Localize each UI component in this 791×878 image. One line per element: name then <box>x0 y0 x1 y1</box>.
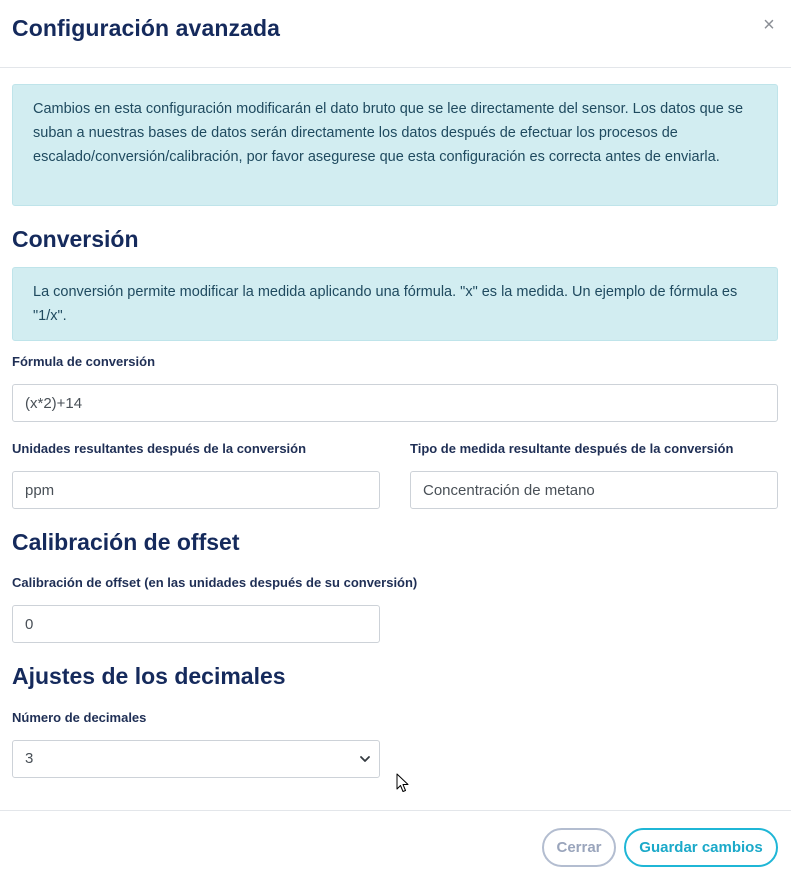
units-input[interactable] <box>12 471 380 509</box>
mouse-pointer-icon <box>396 773 410 793</box>
offset-input[interactable] <box>12 605 380 643</box>
conversion-info-alert: La conversión permite modificar la medida aplicando una fórmula. "x" es la medida. Un ejemplo de fórmula es "1/x". <box>12 267 778 341</box>
formula-label: Fórmula de conversión <box>12 354 156 369</box>
conversion-section-title: Conversión <box>12 226 139 252</box>
close-button[interactable]: Cerrar <box>542 828 616 867</box>
decimals-label: Número de decimales <box>12 710 147 725</box>
decimals-selected-value: 3 <box>25 750 34 767</box>
offset-label: Calibración de offset (en las unidades después de su conversión) <box>12 575 418 590</box>
modal-header <box>0 0 791 68</box>
decimals-section-title: Ajustes de los decimales <box>12 663 286 689</box>
measure-type-input[interactable] <box>410 471 778 509</box>
measure-type-label: Tipo de medida resultante después de la conversión <box>410 441 734 456</box>
save-changes-button[interactable]: Guardar cambios <box>624 828 778 867</box>
chevron-down-icon <box>359 753 371 765</box>
modal-title: Configuración avanzada <box>12 15 281 41</box>
warning-alert: Cambios en esta configuración modificarán el dato bruto que se lee directamente del sensor. Los datos que se suban a nuestras bases de datos serán directamente los datos después de efectuar los procesos de escalado/conversión/calibración, por favor asegurese que esta configuración es correcta antes de enviarla. <box>12 84 778 206</box>
offset-section-title: Calibración de offset <box>12 529 240 555</box>
formula-input[interactable] <box>12 384 778 422</box>
units-label: Unidades resultantes después de la conversión <box>12 441 307 456</box>
close-icon[interactable]: × <box>763 14 775 36</box>
decimals-select[interactable] <box>12 740 380 778</box>
modal-footer <box>0 810 791 878</box>
